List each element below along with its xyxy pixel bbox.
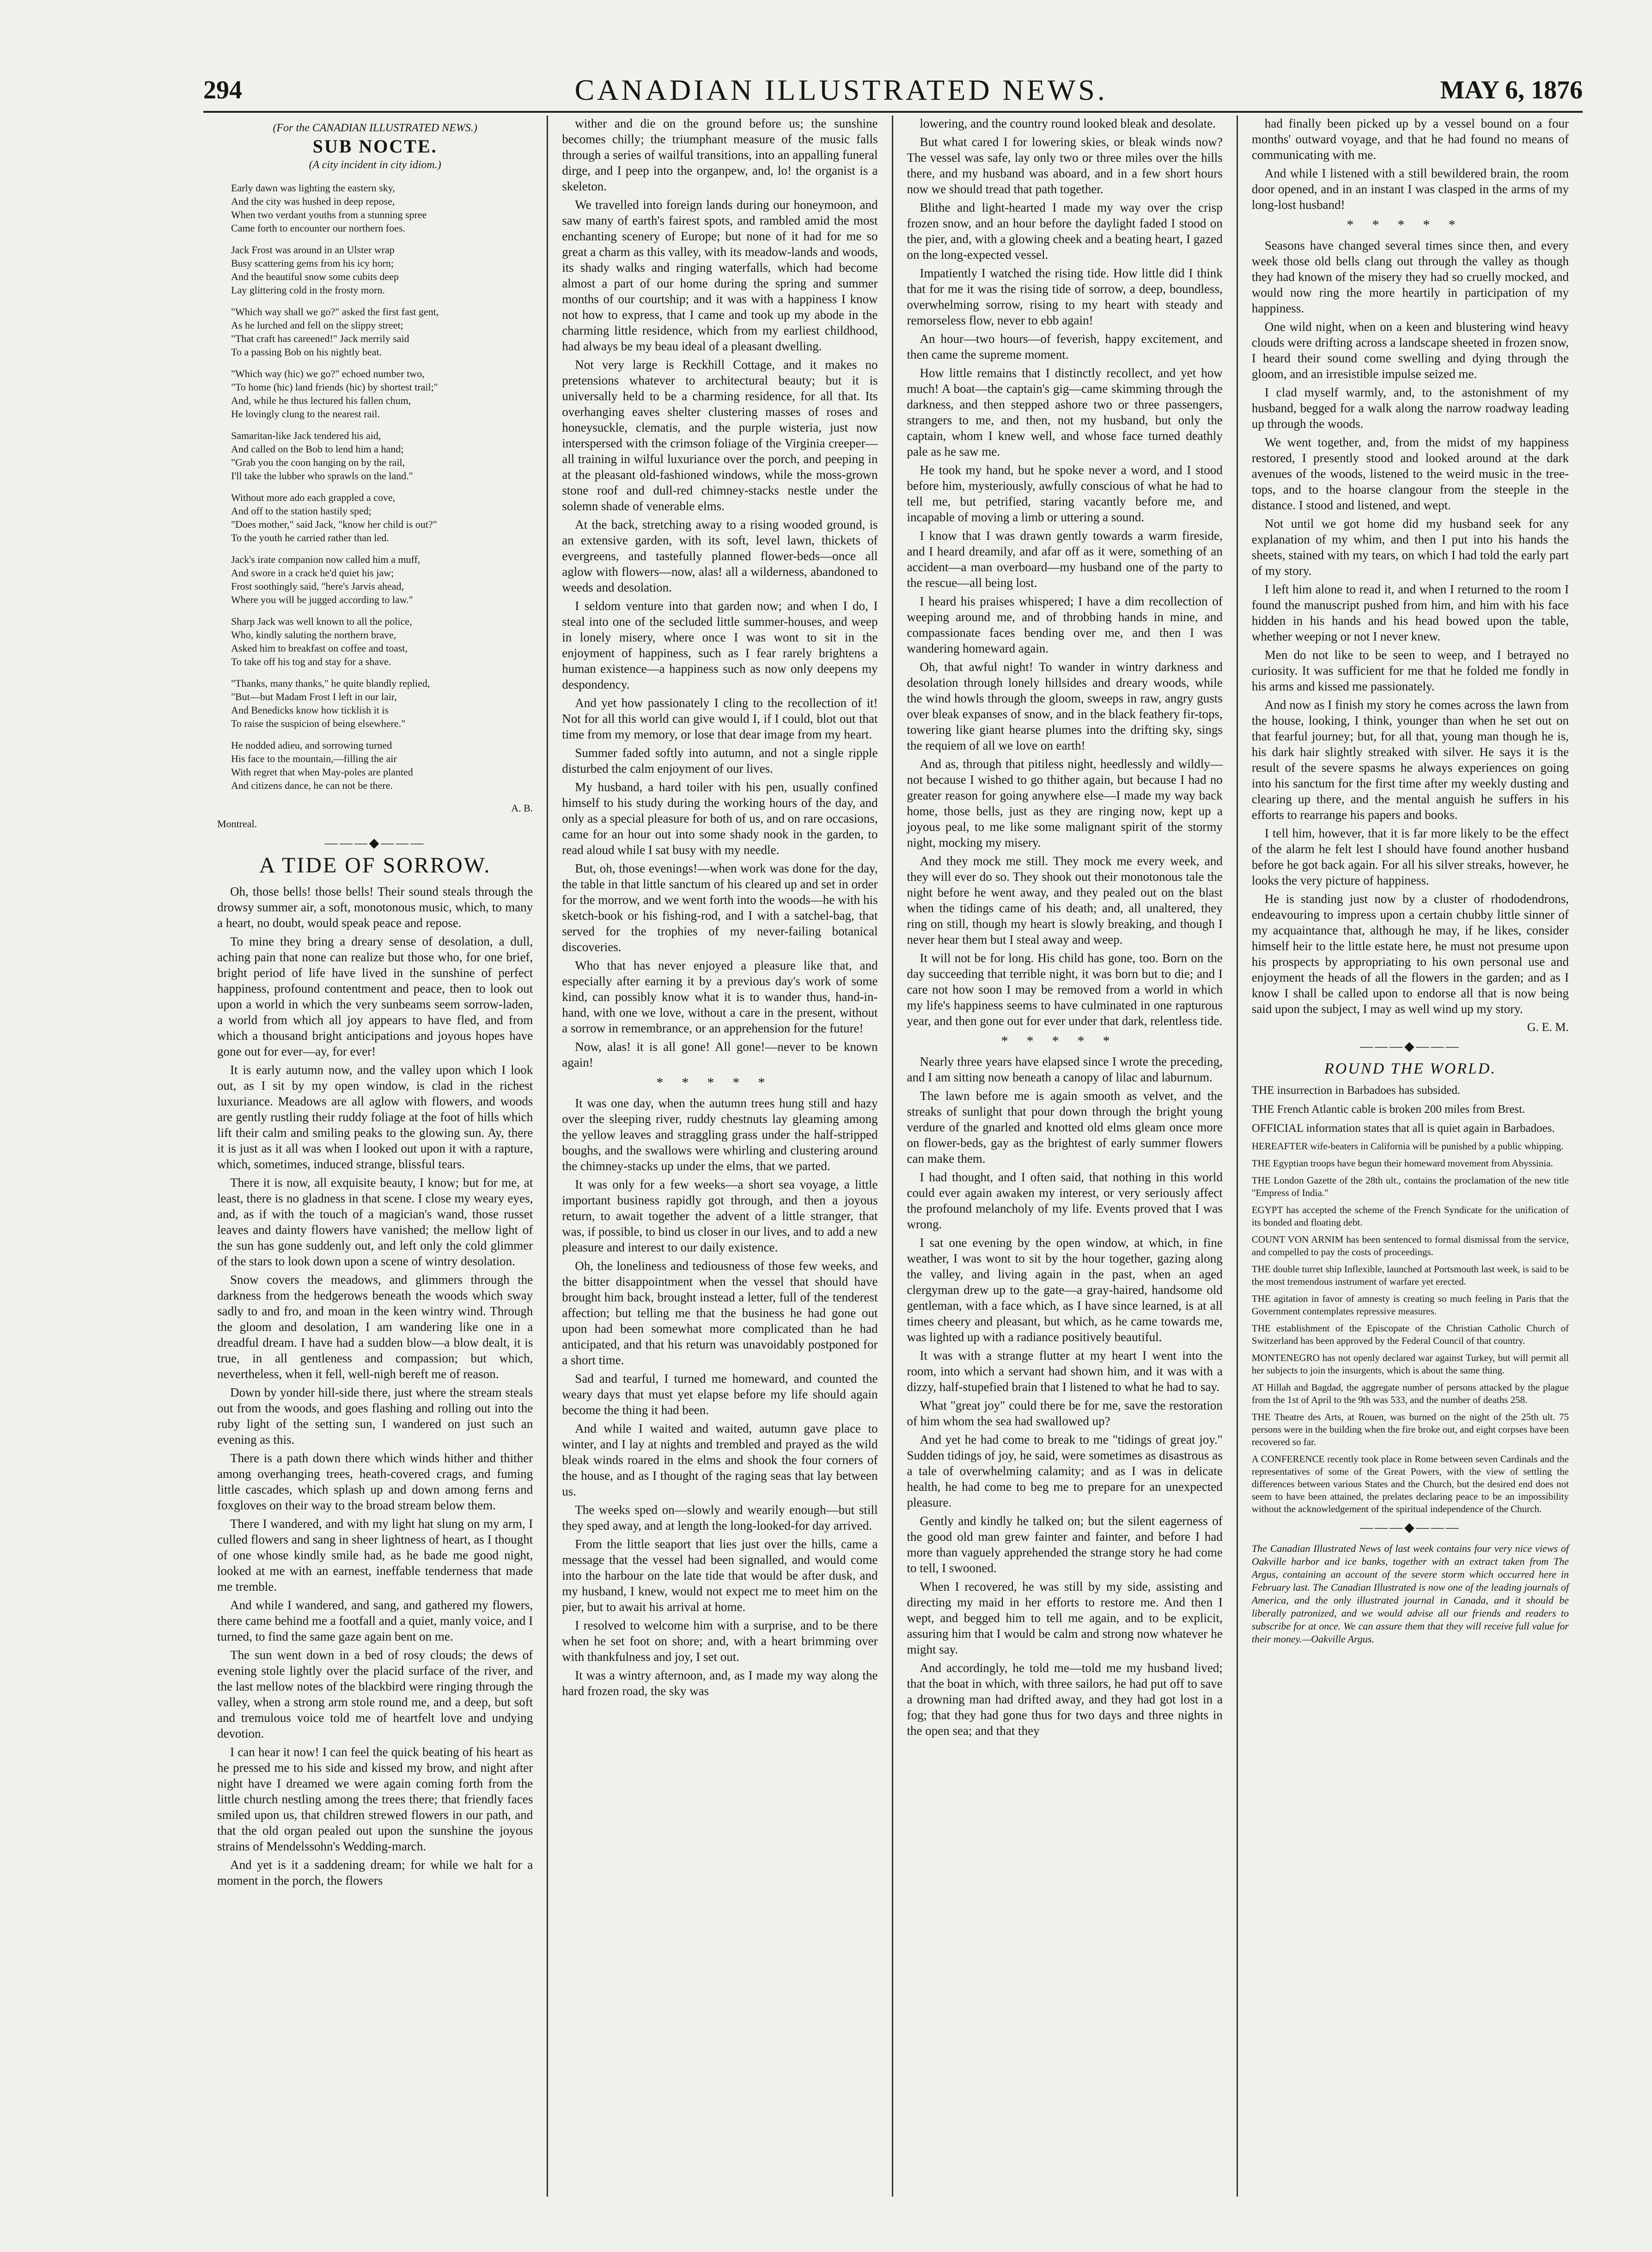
news-item: THE double turret ship Inflexible, launched at Portsmouth last week, is said to be the most tremendous instrument of warfare yet erected. — [1251, 1263, 1569, 1287]
poem-line: Asked him to breakfast on coffee and toast, — [231, 642, 408, 654]
news-item: THE London Gazette of the 28th ult., contains the proclamation of the new title "Empress of India." — [1251, 1175, 1569, 1198]
news-item: THE Egyptian troops have begun their homeward movement from Abyssinia. — [1251, 1158, 1553, 1169]
poem-line: I'll take the lubber who sprawls on the land." — [231, 470, 413, 482]
poem-line: "Thanks, many thanks," he quite blandly replied, — [231, 677, 430, 689]
article-paragraph: There is a path down there which winds hither and thither among overhanging trees, heath-covered crags, and fuming little cascades, which splash up and down among ferns and foxgloves on their way to the broad stream below them. — [217, 1451, 533, 1512]
poem-line: Where you will be jugged according to law." — [231, 594, 413, 605]
news-item: MONTENEGRO has not openly declared war against Turkey, but will permit all her subjects to join the insurgents, which is about the same thing. — [1251, 1352, 1569, 1376]
article-paragraph: Oh, those bells! those bells! Their sound steals through the drowsy summer air, a soft, monotonous music, which, to many a heart, no doubt, would speak peace and repose. — [217, 885, 533, 930]
article-body-col3b — [907, 1054, 1223, 1739]
article-paragraph: I clad myself warmly, and, to the astonishment of my husband, begged for a walk along the narrow roadway leading up through the woods. — [1251, 385, 1569, 431]
article-paragraph: Impatiently I watched the rising tide. How little did I think that for me it was the rising tide of sorrow, a deep, boundless, overwhelming sorrow, rising to my heart with steady and remorseless flow, never to ebb again! — [907, 266, 1223, 327]
article-paragraph: It will not be for long. His child has gone, too. Born on the day succeeding that terrible night, it was born but to die; and I care not how soon I may be removed from a world in which my life's happiness seems to have culminated in one rapturous year, and then gone out for ever under that dark, relentless tide. — [907, 951, 1223, 1028]
article-paragraph: I left him alone to read it, and when I returned to the room I found the manuscript pushed from him, and him with his face hidden in his hands and his head bowed upon the table, whether weeping or not I never knew. — [1251, 582, 1569, 643]
article-paragraph: I seldom venture into that garden now; and when I do, I steal into one of the secluded little summer-houses, and weep in lonely misery, where once I was wont to sit in the enjoyment of happiness, such as I fear rarely brightens a human existence—a happiness such as now only deepens my despondency. — [562, 599, 878, 691]
article-paragraph: Seasons have changed several times since then, and every week those old bells clang out through the valley as though they had known of the misery they had so cruelly mocked, and would now ring the more heartily in participation of my happiness. — [1251, 238, 1569, 315]
column-1 — [203, 116, 548, 2197]
section-divider: ———◆——— — [324, 836, 426, 850]
poem-line: To a passing Bob on his nightly beat. — [231, 346, 382, 358]
poem-line: And citizens dance, he can not be there. — [231, 780, 393, 791]
poem-line: And called on the Bob to lend him a hand; — [231, 443, 404, 455]
poem-line: "Which way (hic) we go?" echoed number two, — [231, 368, 425, 379]
poem-line: "Does mother," said Jack, "know her child is out?" — [231, 519, 437, 530]
article-paragraph: I can hear it now! I can feel the quick beating of his heart as he pressed me to his side and kissed my brow, and night after night have I dreamed we were again coming forth from the little church nestling among the trees there; that friendly faces smiled upon us, that children strewed flowers in our path, and that the old organ pealed out upon the sunshine the joyous strains of Mendelssohn's Wedding-march. — [217, 1745, 533, 1853]
poem-line: Jack Frost was around in an Ulster wrap — [231, 244, 395, 256]
round-the-world-items — [1252, 1083, 1569, 1515]
article-paragraph: Summer faded softly into autumn, and not a single ripple disturbed the calm enjoyment of our lives. — [562, 746, 878, 775]
article-paragraph: The weeks sped on—slowly and wearily enough—but still they sped away, and at length the long-looked-for day arrived. — [562, 1503, 878, 1532]
article-paragraph: The lawn before me is again smooth as velvet, and the streaks of sunlight that pour down through the bright young verdure of the gnarled and knotted old elms gleam once more on flower-beds, gay as the brightest of early summer flowers can make them. — [907, 1089, 1223, 1166]
article-title: A TIDE OF SORROW. — [259, 853, 491, 878]
article-paragraph: Blithe and light-hearted I made my way over the crisp frozen snow, and an hour before the daylight faded I stood on the pier, and, with a glowing cheek and a beating heart, I gazed on the long-expected vessel. — [907, 201, 1223, 262]
article-paragraph: And yet is it a saddening dream; for while we halt for a moment in the porch, the flowers — [217, 1858, 533, 1887]
article-paragraph: An hour—two hours—of feverish, happy excitement, and then came the supreme moment. — [907, 332, 1223, 361]
article-paragraph: Not very large is Reckhill Cottage, and it makes no pretensions whatever to architectural beauty; but it is universally held to be a charming residence, for all that. Its overhanging eaves shelter clustering masses of roses and honeysuckle, clematis, and the purple wisteria, just now interspersed with the crimson foliage of the Virginia creeper—all training in wilful luxuriance over the porch, and peeping in at the pleasant old-fashioned windows, while the moss-grown stone roof and dull-red chimney-stacks nestle under the solemn shade of venerable elms. — [562, 358, 878, 513]
section-divider: ———◆——— — [1360, 1039, 1461, 1054]
article-paragraph: One wild night, when on a keen and blustering wind heavy clouds were drifting across a landscape sheeted in frozen snow, I heard their sound come swelling and dying through the gloom, and an irresistible impulse seized me. — [1251, 320, 1569, 381]
poem-subtitle: (A city incident in city idiom.) — [309, 159, 441, 171]
poem-stanza — [231, 615, 533, 668]
article-paragraph: He is standing just now by a cluster of rhododendrons, endeavouring to impress upon a certain chubby little sinner of my acquaintance that, although he may, if he likes, consider himself heir to the little estate here, he must not presume upon his prospects by appropriating to his own personal use and enjoyment the heads of all the flowers in the garden; and as I know I shall be called upon to endorse all that is now being said upon the subject, I may as well wind up my story. — [1251, 892, 1569, 1016]
article-paragraph: I heard his praises whispered; I have a dim recollection of weeping around me, and of throbbing hands in mine, and compassionate faces bending over me, and then I was wandering homeward again. — [907, 594, 1223, 655]
poem-line: Lay glittering cold in the frosty morn. — [231, 284, 385, 296]
article-paragraph: And yet he had come to break to me "tidings of great joy." Sudden tidings of joy, he said, were sometimes as disastrous as a tale of overwhelming calamity; and as I was in delicate health, he had come to beg me to prepare for an unexpected pleasure. — [907, 1433, 1223, 1509]
column-2 — [548, 116, 893, 2197]
news-item: THE insurrection in Barbadoes has subsided. — [1251, 1084, 1461, 1097]
news-item: THE Theatre des Arts, at Rouen, was burned on the night of the 25th ult. 75 persons were in the building when the fire broke out, and eight corpses have been recovered so far. — [1251, 1411, 1569, 1447]
poem-place: Montreal. — [217, 818, 257, 830]
section-break-stars: ***** — [1347, 217, 1474, 232]
article-paragraph: The sun went down in a bed of rosy clouds; the dews of evening stole lightly over the placid surface of the river, and the last mellow notes of the blackbird were ringing through the valley, when a strong arm stole round me, and a deep, but soft and tremulous voice told me of heartfelt love and undying devotion. — [217, 1648, 533, 1740]
article-paragraph: And yet how passionately I cling to the recollection of it! Not for all this world can give would I, if I could, blot out that time from my memory, or lose that dear image from my heart. — [562, 696, 878, 741]
article-paragraph: I tell him, however, that it is far more likely to be the effect of the alarm he felt lest I should have found another husband before he got back again. For all his silver streaks, however, he looks the very picture of happiness. — [1251, 826, 1569, 887]
poem-line: To take off his tog and stay for a shave. — [231, 656, 391, 667]
poem-line: When two verdant youths from a stunning spree — [231, 209, 427, 220]
poem-line: Early dawn was lighting the eastern sky, — [231, 182, 395, 194]
round-the-world-title: ROUND THE WORLD. — [1324, 1060, 1496, 1077]
article-paragraph: And accordingly, he told me—told me my husband lived; that the boat in which, with three sailors, he had put off to save a drowning man had drifted away, and they had got lost in a fog; that they had gone thus for two days and three nights in the open sea; and that they — [907, 1661, 1223, 1738]
article-paragraph: And they mock me still. They mock me every week, and they will ever do so. They shook out their monotonous tale the night before he went away, and they pealed out on the blast when the tidings came of his death; and, all unaltered, they ring on still, though my heart is slowly breaking, and though I never hear them but I steal away and weep. — [907, 854, 1223, 946]
article-paragraph: I sat one evening by the open window, at which, in fine weather, I was wont to sit by the hour together, gazing along the valley, and living again in the past, when an aged clergyman drew up to the gate—a gray-haired, handsome old gentleman, with a face which, as I have since learned, is at all times cheery and pleasant, but which, as he came towards me, was lighted up with a radiance positively beautiful. — [907, 1236, 1223, 1344]
poem-line: "But—but Madam Frost I left in our lair, — [231, 691, 397, 702]
article-paragraph: He took my hand, but he spoke never a word, and I stood before him, mysteriously, awfully conscious of what he had to tell me, but petrified, staring vacantly before me, and incapable of moving a limb or uttering a sound. — [907, 463, 1223, 524]
columns — [203, 116, 1583, 2197]
poem-line: "That craft has careened!" Jack merrily said — [231, 333, 409, 344]
article-signature: G. E. M. — [1527, 1020, 1569, 1034]
article-paragraph: My husband, a hard toiler with his pen, usually confined himself to his study during the working hours of the day, and only as a special pleasure for both of us, and on rare occasions, came for an hour out into some shady nook in the garden, to read aloud while I sat busy with my needle. — [562, 780, 878, 857]
article-paragraph: And as, through that pitiless night, heedlessly and wildly—not because I wished to go thither again, but because I had no greater reason for going anywhere else—I made my way back home, those bells, just as they are ringing now, kept up a joyous peal, to me like some malignant spirit of the stormy night, mocking my misery. — [907, 757, 1223, 849]
article-paragraph: Now, alas! it is all gone! All gone!—never to be known again! — [562, 1040, 878, 1069]
article-body-col3 — [907, 116, 1223, 1029]
article-paragraph: Men do not like to be seen to weep, and I betrayed no curiosity. It was sufficient for me that he folded me fondly in his arms and kissed me passionately. — [1251, 648, 1569, 693]
article-paragraph: When I recovered, he was still by my side, assisting and directing my maid in her efforts to restore me. And then I wept, and begged him to tell me again, and to be explicit, assuring him that I would be calm and strong now whatever he might say. — [907, 1580, 1223, 1656]
poem-line: Sharp Jack was well known to all the police, — [231, 616, 412, 627]
poem-stanza — [231, 553, 533, 606]
poem-credit: (For the CANADIAN ILLUSTRATED NEWS.) — [273, 122, 477, 134]
poem-line: He lovingly clung to the nearest rail. — [231, 408, 380, 420]
poem-line: And Benedicks know how ticklish it is — [231, 704, 389, 716]
poem-line: His face to the mountain,—filling the air — [231, 753, 397, 764]
poem-line: Frost soothingly said, "here's Jarvis ahead, — [231, 580, 404, 592]
poem-line: And the city was hushed in deep repose, — [231, 195, 395, 207]
article-paragraph: At the back, stretching away to a rising wooded ground, is an extensive garden, with its soft, level lawn, thickets of evergreens, and tastefully planned flower-beds—once all aglow with flowers—now, alas! all a wilderness, abandoned to weeds and desolation. — [562, 518, 878, 594]
article-paragraph: Oh, the loneliness and tediousness of those few weeks, and the bitter disappointment when the vessel that should have brought him back, brought instead a letter, full of the tenderest affection; but telling me that the business he had gone out upon had been somewhat more complicated than he had anticipated, and that his return was unavoidably postponed for a short time. — [562, 1259, 878, 1367]
poem-line: Without more ado each grappled a cove, — [231, 492, 396, 503]
poem-stanza — [231, 243, 533, 297]
poem-line: With regret that when May-poles are planted — [231, 766, 413, 778]
poem-line: And the beautiful snow some cubits deep — [231, 271, 399, 282]
news-item: THE establishment of the Episcopate of the Christian Catholic Church of Switzerland has been approved by the Federal Council of that country. — [1251, 1323, 1569, 1346]
article-paragraph: From the little seaport that lies just over the hills, came a message that the vessel had been signalled, and would come into the harbour on the late tide that would be after dusk, and my husband, I knew, would not expect me to meet him on the pier, but to await his arrival at home. — [562, 1537, 878, 1614]
poem-line: Busy scattering gems from his icy horn; — [231, 257, 394, 269]
article-paragraph: Oh, that awful night! To wander in wintry darkness and desolation through lonely hillsides and dreary woods, while the wind howls through the gloom, sweeps in raw, angry gusts over bleak expanses of snow, and in the black feathery fir-tops, towering like giant hearse plumes into the drifting sky, sings the requiem of all we love on earth! — [907, 660, 1223, 752]
article-paragraph: And now as I finish my story he comes across the lawn from the house, looking, I think, younger than when he set out on that fearful journey; but, for all that, young man though he is, his dark hair slightly streaked with silver. He says it is the result of the severe spasms he always experiences on going into his sanctum for the first time after my weekly dusting and clearing up there, and the mental anguish he suffers in his efforts to rearrange his papers and books. — [1251, 698, 1569, 822]
article-body-col2 — [562, 116, 878, 1070]
article-paragraph: But what cared I for lowering skies, or bleak winds now? The vessel was safe, lay only two or three miles over the hills there, and my husband was aboard, and in a few short hours now we should tread that path together. — [907, 135, 1223, 196]
article-paragraph: It was one day, when the autumn trees hung still and hazy over the sleeping river, ruddy chestnuts lay gleaming among the yellow leaves and straggling grass under the half-stripped boughs, and the swallows were whirling and clustering around the chimney-stacks up under the elms, that we parted. — [562, 1096, 878, 1173]
article-paragraph: I resolved to welcome him with a surprise, and to be there when he set foot on shore; and, with a heart brimming over with thankfulness and joy, I set out. — [562, 1618, 878, 1664]
article-paragraph: Nearly three years have elapsed since I wrote the preceding, and I am sitting now beneath a canopy of lilac and laburnum. — [907, 1055, 1223, 1084]
article-paragraph: But, oh, those evenings!—when work was done for the day, the table in that little sanctum of his cleared up and set in order for the morrow, and we went forth into the woods—he with his sketch-book or his fishing-rod, and I with a satchel-bag, that served for the trophies of my never-failing botanical discoveries. — [562, 861, 878, 954]
column-3 — [893, 116, 1238, 2197]
news-item: OFFICIAL information states that all is quiet again in Barbadoes. — [1251, 1122, 1555, 1135]
article-paragraph: It was with a strange flutter at my heart I went into the room, into which a servant had shown him, and it was with a dizzy, half-stupefied brain that I listened to what he had to say. — [907, 1349, 1223, 1394]
article-paragraph: And while I listened with a still bewildered brain, the room door opened, and in an instant I was clasped in the arms of my long-lost husband! — [1251, 166, 1569, 212]
article-paragraph: How little remains that I distinctly recollect, and yet how much! A boat—the captain's gig—came skimming through the darkness, and then stepped ashore two or three passengers, strangers to me, and then, not my husband, but only the captain, whom I knew well, and whose face turned deathly pale as he saw me. — [907, 366, 1223, 458]
poem-line: As he lurched and fell on the slippy street; — [231, 319, 403, 331]
article-paragraph: And while I waited and waited, autumn gave place to winter, and I lay at nights and trembled and prayed as the wild bleak winds roared in the elms and shook the four corners of the house, and as I thought of the raging seas that lay between us. — [562, 1422, 878, 1498]
article-paragraph: Not until we got home did my husband seek for any explanation of my whim, and then I put into his hands the sheets, stained with my tears, on which I had told the early part of my story. — [1251, 517, 1569, 578]
article-paragraph: wither and die on the ground before us; the sunshine becomes chilly; the triumphant measure of the music falls through a series of wailful transitions, into an appalling funeral dirge, and I peep into the organpew, and, lo! the organist is a skeleton. — [562, 116, 878, 193]
poem-stanza — [231, 367, 533, 421]
article-paragraph: There it is now, all exquisite beauty, I know; but for me, at least, there is no gladness in that scene. I close my weary eyes, and, as if with the touch of a magician's wand, those russet leaves and dainty flowers have vanished; the mellow light of the sun has gone suddenly out, and left only the cold glimmer of the stars to look down upon a scene of wintry desolation. — [217, 1176, 533, 1268]
poem-line: "Grab you the coon hanging on by the rail, — [231, 457, 405, 468]
article-body-col1 — [217, 884, 533, 1888]
poem-line: And swore in a crack he'd quiet his jaw; — [231, 567, 394, 579]
poem-stanzas — [217, 181, 533, 792]
article-paragraph: I had thought, and I often said, that nothing in this world could ever again awaken my interest, or very seriously affect the profound melancholy of my life. Events proved that I was wrong. — [907, 1170, 1223, 1231]
poem-line: "Which way shall we go?" asked the first fast gent, — [231, 306, 439, 317]
article-paragraph: And while I wandered, and sang, and gathered my flowers, there came behind me a footfall and a quiet, manly voice, and I turned, to find the same gaze again bent on me. — [217, 1598, 533, 1643]
article-paragraph: Sad and tearful, I turned me homeward, and counted the weary days that must yet elapse before my life should again become the thing it had been. — [562, 1372, 878, 1417]
article-paragraph: Snow covers the meadows, and glimmers through the darkness from the hedgerows beneath the woods which sway sadly to and fro, and moan in the keen wintry wind. Through the gloom and desolation, I am wandering like one in a dreadful dream. I have had a sudden blow—a blow dealt, it is true, in all gentleness and compassion; but which, nevertheless, when it fell, well-nigh bereft me of reason. — [217, 1273, 533, 1381]
poem-line: To the youth he carried rather than led. — [231, 532, 389, 543]
issue-date: MAY 6, 1876 — [1440, 76, 1583, 104]
section-break-stars: ***** — [1001, 1033, 1128, 1049]
poem-line: "To home (hic) land friends (hic) by shortest trail;" — [231, 381, 438, 393]
article-paragraph: Gently and kindly he talked on; but the silent eagerness of the good old man grew fainter and fainter, and before I had more than vaguely apprehended the strange story he had come to tell, I swooned. — [907, 1514, 1223, 1575]
poem-line: Jack's irate companion now called him a muff, — [231, 554, 421, 565]
article-body-col4 — [1252, 116, 1569, 213]
poem-line: He nodded adieu, and sorrowing turned — [231, 739, 392, 751]
news-item: THE agitation in favor of amnesty is creating so much feeling in Paris that the Government contemplates repressive measures. — [1251, 1293, 1569, 1317]
article-paragraph: Who that has never enjoyed a pleasure like that, and especially after earning it by a previous day's work of some kind, can possibly know what it is to wander thus, hand-in-hand, with one we love, without a care in the present, without a sorrow in remembrance, or an apprehension for the future! — [562, 958, 878, 1035]
poem-stanza — [231, 305, 533, 359]
poem-line: Samaritan-like Jack tendered his aid, — [231, 430, 381, 441]
poem-stanza — [231, 429, 533, 482]
section-divider: ———◆——— — [1360, 1520, 1461, 1535]
news-item: HEREAFTER wife-beaters in California will be punished by a public whipping. — [1251, 1141, 1564, 1152]
article-paragraph: There I wandered, and with my light hat slung on my arm, I culled flowers and sang in sheer lightness of heart, as I thought of one whose kindly smile had, as he bade me good night, looked at me with an earnest, ineffable tenderness that made me tremble. — [217, 1517, 533, 1593]
article-paragraph: What "great joy" could there be for me, save the restoration of him whom the sea had swallowed up? — [907, 1398, 1223, 1428]
poem-line: And off to the station hastily sped; — [231, 505, 372, 517]
section-break-stars: ***** — [656, 1075, 784, 1090]
news-item: A CONFERENCE recently took place in Rome between seven Cardinals and the representatives of some of the Great Powers, with the view of settling the differences between various States and the Church, but the desired end does not seem to have been attained, the prelates declaring peace to be an impossibility without the acknowledgement of the spiritual independence of the Church. — [1251, 1453, 1569, 1514]
news-item: EGYPT has accepted the scheme of the French Syndicate for the unification of its bonded and floating debt. — [1251, 1204, 1569, 1228]
poem-title: SUB NOCTE. — [312, 136, 438, 157]
poem-stanza — [231, 677, 533, 730]
poem-stanza — [231, 491, 533, 544]
poem-line: Who, kindly saluting the northern brave, — [231, 629, 396, 641]
article-paragraph: We went together, and, from the midst of my happiness restored, I presently stood and looked around at the dark avenues of the woods, listened to the weird music in the tree-tops, and to the hoarse clangour from the steeple in the distance. I stood and listened, and wept. — [1251, 435, 1569, 512]
article-body-col4b — [1252, 238, 1569, 1017]
argus-note: The Canadian Illustrated News of last week contains four very nice views of Oakville harbor and ice banks, together with an extract taken from The Argus, containing an account of the severe storm which occurred here in February last. The Canadian Illustrated is now one of the leading journals of America, and the only illustrated journal in Canada, and it should be liberally patronized, and we would advise all our friends and readers to subscribe for at once. We can assure them that they will receive full value for their money.—Oakville Argus. — [1251, 1543, 1569, 1645]
poem-stanza — [231, 181, 533, 235]
news-item: COUNT VON ARNIM has been sentenced to formal dismissal from the service, and compelled to pay the costs of proceedings. — [1251, 1234, 1569, 1257]
page-number: 294 — [203, 76, 242, 104]
poem-signature: A. B. — [511, 802, 533, 814]
poem-line: And, while he thus lectured his fallen chum, — [231, 395, 411, 406]
article-paragraph: I know that I was drawn gently towards a warm fireside, and I heard dreamily, and afar off as it were, something of an accident—a man overboard—my husband one of the party to the rescue—all being lost. — [907, 529, 1223, 590]
article-paragraph: It was only for a few weeks—a short sea voyage, a little important business rapidly got through, and then a joyous return, to await together the advent of a little stranger, that was, if possible, to bind us closer in our lives, and to add a new pleasure and interest to our daily existence. — [562, 1178, 878, 1254]
article-paragraph: Down by yonder hill-side there, just where the stream steals out from the woods, and goes flashing and rolling out into the ruby light of the setting sun, I wandered on just such an evening as this. — [217, 1385, 533, 1446]
article-paragraph: It was a wintry afternoon, and, as I made my way along the hard frozen road, the sky was — [562, 1668, 878, 1698]
article-paragraph: It is early autumn now, and the valley upon which I look out, as I sit by my open window, is clad in the richest luxuriance. Meadows are all aglow with flowers, and woods are gently rustling their ruddy foliage at the foot of hills which lift their calm and smiling peaks to the glowing sun. Ay, there it is just as it all was when I looked out upon it with a rapture, which, sometimes, induced strange, blissful tears. — [217, 1063, 533, 1171]
poem-stanza — [231, 738, 533, 792]
poem-line: Came forth to encounter our northern foes. — [231, 222, 405, 234]
article-paragraph: We travelled into foreign lands during our honeymoon, and saw many of earth's fairest spots, and rambled amid the most enchanting scenery of Europe; but none of it had for me so great a charm as this valley, with its meadow-lands and woods, its shady walks and ringing waterfalls, which had become almost a part of our home during the spring and summer months of our courtship; and it was with a happiness I know not how to express, that I came and took up my abode in the charming little residence, which from my earliest childhood, had always be my beau ideal of a pleasant dwelling. — [562, 198, 878, 353]
publication-title: CANADIAN ILLUSTRATED NEWS. — [574, 73, 1108, 106]
news-item: AT Hillah and Bagdad, the aggregate number of persons attacked by the plague from the 1st of April to the 9th was 533, and the number of deaths 258. — [1251, 1382, 1569, 1405]
masthead — [203, 69, 1583, 113]
column-4 — [1238, 116, 1583, 2197]
article-body-col2b — [562, 1095, 878, 1699]
article-paragraph: had finally been picked up by a vessel bound on a four months' outward voyage, and that he had found no means of communicating with me. — [1251, 116, 1569, 162]
news-item: THE French Atlantic cable is broken 200 miles from Brest. — [1251, 1103, 1525, 1116]
article-paragraph: To mine they bring a dreary sense of desolation, a dull, aching pain that none can realize but those who, for one brief, bright period of life have lived in the sunshine of perfect happiness, profound contentment and peace, then to look out upon a world in which the very sunbeams seem sorrow-laden, a world from which all joy appears to have fled, and from which a thousand bright anticipations and joyous hopes have gone out for ever—ay, for ever! — [217, 934, 533, 1058]
poem-line: To raise the suspicion of being elsewhere." — [231, 718, 406, 729]
article-paragraph: lowering, and the country round looked bleak and desolate. — [920, 116, 1216, 130]
